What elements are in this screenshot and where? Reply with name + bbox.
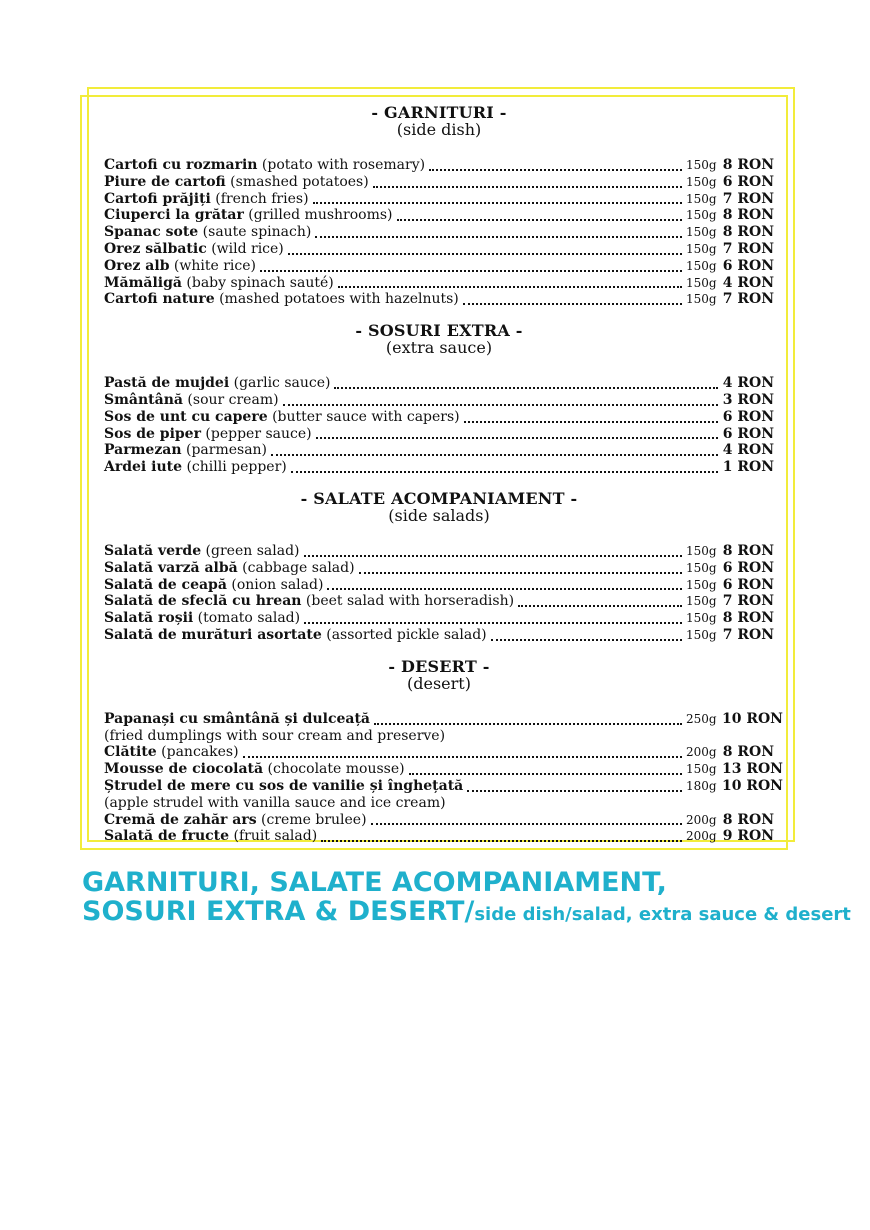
dot-leader — [464, 420, 718, 423]
menu-item-text — [104, 828, 317, 845]
menu-item-text — [104, 241, 284, 258]
dot-leader — [243, 755, 682, 758]
menu-item-price: 4 RON — [722, 442, 774, 459]
menu-item-price: 7 RON — [722, 190, 774, 207]
menu-item-text — [104, 392, 279, 409]
dot-leader — [463, 302, 682, 305]
dot-leader — [321, 839, 682, 842]
menu-item-price: 8 RON — [722, 157, 774, 173]
footer-line-1: GARNITURI, SALATE ACOMPANIAMENT, — [82, 867, 667, 898]
menu-item-price: 7 RON — [722, 593, 774, 610]
menu-item-price: 13 RON — [722, 761, 783, 778]
section-subtitle: (desert) — [407, 673, 471, 693]
menu-item-weight: 150g — [686, 275, 717, 290]
dot-leader — [304, 621, 682, 624]
menu-item-price: 8 RON — [722, 542, 774, 559]
menu-item-weight: 150g — [686, 762, 717, 777]
menu-item-price: 7 RON — [722, 291, 774, 308]
menu-item-name: Mousse de ciocolată — [104, 761, 264, 778]
menu-item-description: (mashed potatoes with hazelnuts) — [214, 291, 459, 308]
menu-item-price: 4 RON — [722, 274, 774, 291]
menu-item-description: (garlic sauce) — [229, 375, 331, 392]
menu-item-description: (potato with rosemary) — [257, 157, 426, 173]
menu-item-description: (pancakes) — [156, 744, 239, 761]
menu-item-name: Salată roșii — [104, 610, 194, 627]
menu-section — [104, 656, 783, 845]
menu-item-text — [104, 258, 256, 275]
section-gap — [104, 308, 774, 322]
menu-item — [104, 392, 774, 409]
menu-item-name: Salată varză albă — [104, 559, 238, 576]
menu-item-weight: 250g — [686, 711, 717, 726]
menu-item-name: Salată de fructe — [104, 828, 230, 845]
menu-item-weight: 150g — [686, 191, 717, 206]
menu-item-name: Salată de sfeclă cu hrean — [104, 593, 302, 610]
menu-item-weight: 150g — [686, 611, 717, 626]
dot-leader — [315, 235, 682, 238]
menu-item-name: Clătite — [104, 744, 157, 761]
menu-item-weight: 150g — [686, 241, 717, 256]
menu-item-name: Salată de murături asortate — [104, 626, 322, 643]
dot-leader — [467, 789, 682, 792]
menu-item-text — [104, 291, 459, 308]
menu-item-price: 7 RON — [722, 626, 774, 643]
menu-item-text — [104, 543, 300, 560]
menu-item-description: (wild rice) — [206, 240, 284, 257]
menu-item-weight: 150g — [686, 292, 717, 307]
menu-item-description: (onion salad) — [226, 576, 324, 593]
menu-item-price: 6 RON — [722, 425, 774, 442]
dot-leader — [409, 772, 682, 775]
dot-leader — [283, 403, 718, 406]
menu-item-weight: 150g — [686, 258, 717, 273]
footer-line-2-english: side dish/salad, extra sauce & desert — [474, 904, 851, 925]
menu-item-name: Ștrudel de mere cu sos de vanilie și înghețată — [104, 777, 464, 794]
section-title: - GARNITURI - — [371, 103, 507, 122]
menu-item-description: (saute spinach) — [198, 224, 312, 241]
menu-item-text — [104, 426, 312, 443]
dot-leader — [313, 201, 682, 204]
menu-item-text — [104, 627, 487, 644]
menu-item-translation: (fried dumplings with sour cream and preserve) — [104, 727, 446, 744]
menu-item-text — [104, 174, 369, 191]
menu-item-price: 8 RON — [722, 744, 774, 761]
menu-item-weight: 150g — [686, 158, 717, 172]
section-subtitle: (extra sauce) — [385, 338, 493, 358]
menu-item — [104, 241, 774, 258]
menu-item-price: 6 RON — [722, 173, 774, 190]
menu-item-text — [104, 744, 239, 761]
menu-item-price: 4 RON — [722, 375, 774, 392]
menu-item — [104, 577, 774, 594]
menu-item-description: (white rice) — [169, 257, 256, 274]
menu-item-text — [104, 711, 370, 728]
menu-item — [104, 828, 774, 845]
menu-item-description: (creme brulee) — [256, 811, 367, 828]
menu-item-description: (fruit salad) — [229, 828, 318, 845]
menu-item-weight: 150g — [686, 594, 717, 609]
menu-item — [104, 442, 774, 459]
menu-item-weight: 150g — [686, 560, 717, 575]
menu-item-text — [104, 409, 460, 426]
menu-item-name: Cartofi cu rozmarin — [104, 157, 258, 173]
menu-item-weight: 150g — [686, 225, 717, 240]
section-subtitle: (side dish) — [396, 120, 482, 139]
menu-item-description: (pepper sauce) — [200, 425, 312, 442]
menu-item-name: Orez sălbatic — [104, 240, 207, 257]
menu-item-price: 3 RON — [722, 391, 774, 408]
menu-item-text — [104, 157, 425, 174]
menu-item — [104, 258, 774, 275]
menu-content — [104, 103, 783, 845]
menu-item-text — [104, 778, 463, 795]
menu-item-name: Papanași cu smântână și dulceață — [104, 710, 370, 727]
menu-item-weight: 150g — [686, 543, 717, 558]
menu-item-price: 8 RON — [722, 610, 774, 627]
section-gap — [104, 644, 774, 658]
menu-item-text — [104, 812, 367, 829]
menu-item-description: (baby spinach sauté) — [181, 274, 334, 291]
menu-item — [104, 761, 783, 778]
menu-item-weight: 150g — [686, 208, 717, 223]
menu-item — [104, 593, 774, 610]
dot-leader — [334, 386, 718, 389]
section-title: - SALATE ACOMPANIAMENT - — [300, 488, 578, 508]
menu-item-weight: 200g — [686, 829, 717, 844]
footer-line-2-main: SOSURI EXTRA & DESERT/ — [82, 896, 475, 927]
menu-item-text — [104, 207, 393, 224]
menu-item-description: (butter sauce with capers) — [267, 408, 460, 425]
menu-item-name: Parmezan — [104, 442, 182, 459]
menu-item-name: Ciuperci la grătar — [104, 207, 244, 224]
menu-item — [104, 375, 774, 392]
menu-item-weight: 200g — [686, 745, 717, 760]
menu-item-description: (grilled mushrooms) — [243, 207, 393, 224]
menu-item — [104, 291, 774, 308]
section-title: - DESERT - — [388, 656, 490, 676]
section-title: - SOSURI EXTRA - — [355, 321, 523, 341]
menu-item-weight: 150g — [686, 577, 717, 592]
menu-item-weight: 150g — [686, 627, 717, 642]
menu-item-name: Spanac sote — [104, 224, 199, 241]
menu-item-price: 10 RON — [722, 777, 783, 794]
dot-leader — [359, 571, 682, 574]
menu-item-description: (chocolate mousse) — [263, 761, 405, 778]
menu-item-weight: 180g — [686, 778, 717, 793]
menu-item — [104, 426, 774, 443]
menu-item-name: Pastă de mujdei — [104, 375, 230, 392]
menu-item-description: (beet salad with horseradish) — [301, 593, 515, 610]
menu-item-description: (parmesan) — [181, 442, 268, 459]
menu-item-text — [104, 275, 334, 292]
dot-leader — [260, 269, 682, 272]
dot-leader — [338, 285, 682, 288]
menu-item-name: Orez alb — [104, 257, 170, 274]
menu-item-translation: (apple strudel with vanilla sauce and ice cream) — [104, 794, 446, 811]
section-subtitle: (side salads) — [388, 505, 490, 525]
menu-item-price: 10 RON — [722, 710, 783, 727]
menu-item-name: Cartofi nature — [104, 291, 215, 308]
menu-item-name: Salată verde — [104, 542, 202, 559]
menu-item-text — [104, 459, 287, 476]
menu-item — [104, 627, 774, 644]
dot-leader — [371, 822, 682, 825]
menu-section — [104, 490, 774, 644]
menu-item-text — [104, 593, 514, 610]
menu-item-price: 6 RON — [722, 257, 774, 274]
menu-item-name: Piure de cartofi — [104, 173, 226, 190]
menu-item-description: (assorted pickle salad) — [321, 626, 487, 643]
dot-leader — [518, 604, 682, 607]
menu-item-text — [104, 761, 405, 778]
dot-leader — [327, 587, 682, 590]
section-gap — [104, 476, 774, 490]
dot-leader — [271, 453, 718, 456]
menu-item — [104, 174, 774, 191]
menu-item — [104, 710, 783, 728]
menu-item — [104, 777, 783, 795]
menu-item-name: Sos de unt cu capere — [104, 408, 268, 425]
menu-item-name: Cartofi prăjiți — [104, 190, 211, 207]
dot-leader — [316, 436, 718, 439]
menu-item-price: 8 RON — [722, 207, 774, 224]
menu-item-price: 1 RON — [722, 459, 774, 476]
menu-item-price: 8 RON — [722, 224, 774, 241]
menu-item-price: 6 RON — [722, 408, 774, 425]
menu-section — [104, 104, 774, 308]
footer-line-2 — [82, 897, 851, 929]
menu-item-name: Smântână — [104, 391, 183, 408]
menu-item-name: Salată de ceapă — [104, 576, 227, 593]
menu-item-text — [104, 224, 311, 241]
menu-item-name: Sos de piper — [104, 425, 201, 442]
dot-leader — [304, 554, 683, 557]
menu-item — [104, 610, 774, 627]
dot-leader — [373, 185, 682, 188]
menu-item — [104, 459, 774, 476]
dot-leader — [491, 638, 682, 641]
dot-leader — [288, 252, 682, 255]
menu-item-description: (tomato salad) — [193, 610, 301, 627]
menu-item-weight: 200g — [686, 812, 717, 827]
menu-item-price: 8 RON — [722, 811, 774, 828]
menu-item-text — [104, 610, 300, 627]
dot-leader — [429, 168, 682, 171]
menu-item — [104, 275, 774, 292]
menu-item-name: Cremă de zahăr ars — [104, 811, 257, 828]
menu-item — [104, 744, 774, 761]
menu-item — [104, 543, 774, 560]
menu-item-text — [104, 577, 323, 594]
menu-item-text — [104, 560, 355, 577]
dot-leader — [397, 218, 682, 221]
menu-item-price: 9 RON — [722, 828, 774, 845]
page-footer-title — [82, 868, 851, 929]
menu-item-price: 6 RON — [722, 559, 774, 576]
menu-item-name: Mămăligă — [104, 274, 182, 291]
menu-item-description: (cabbage salad) — [237, 559, 355, 576]
menu-item-name: Ardei iute — [104, 459, 182, 476]
menu-item-description: (green salad) — [201, 542, 300, 559]
menu-item-description: (chilli pepper) — [182, 459, 287, 476]
menu-item — [104, 191, 774, 208]
menu-item — [104, 207, 774, 224]
menu-item — [104, 812, 774, 829]
menu-item-description: (french fries) — [210, 190, 309, 207]
menu-item — [104, 560, 774, 577]
menu-section — [104, 322, 774, 476]
menu-item — [104, 224, 774, 241]
menu-item — [104, 409, 774, 426]
menu-item-description: (smashed potatoes) — [225, 173, 369, 190]
menu-item-weight: 150g — [686, 174, 717, 189]
dot-leader — [374, 722, 682, 725]
dot-leader — [291, 470, 718, 473]
menu-item-text — [104, 442, 267, 459]
menu-item-description: (sour cream) — [182, 391, 279, 408]
menu-item — [104, 157, 774, 174]
menu-item-text — [104, 191, 309, 208]
menu-item-price: 6 RON — [722, 576, 774, 593]
menu-item-price: 7 RON — [722, 240, 774, 257]
menu-item-text — [104, 375, 330, 392]
